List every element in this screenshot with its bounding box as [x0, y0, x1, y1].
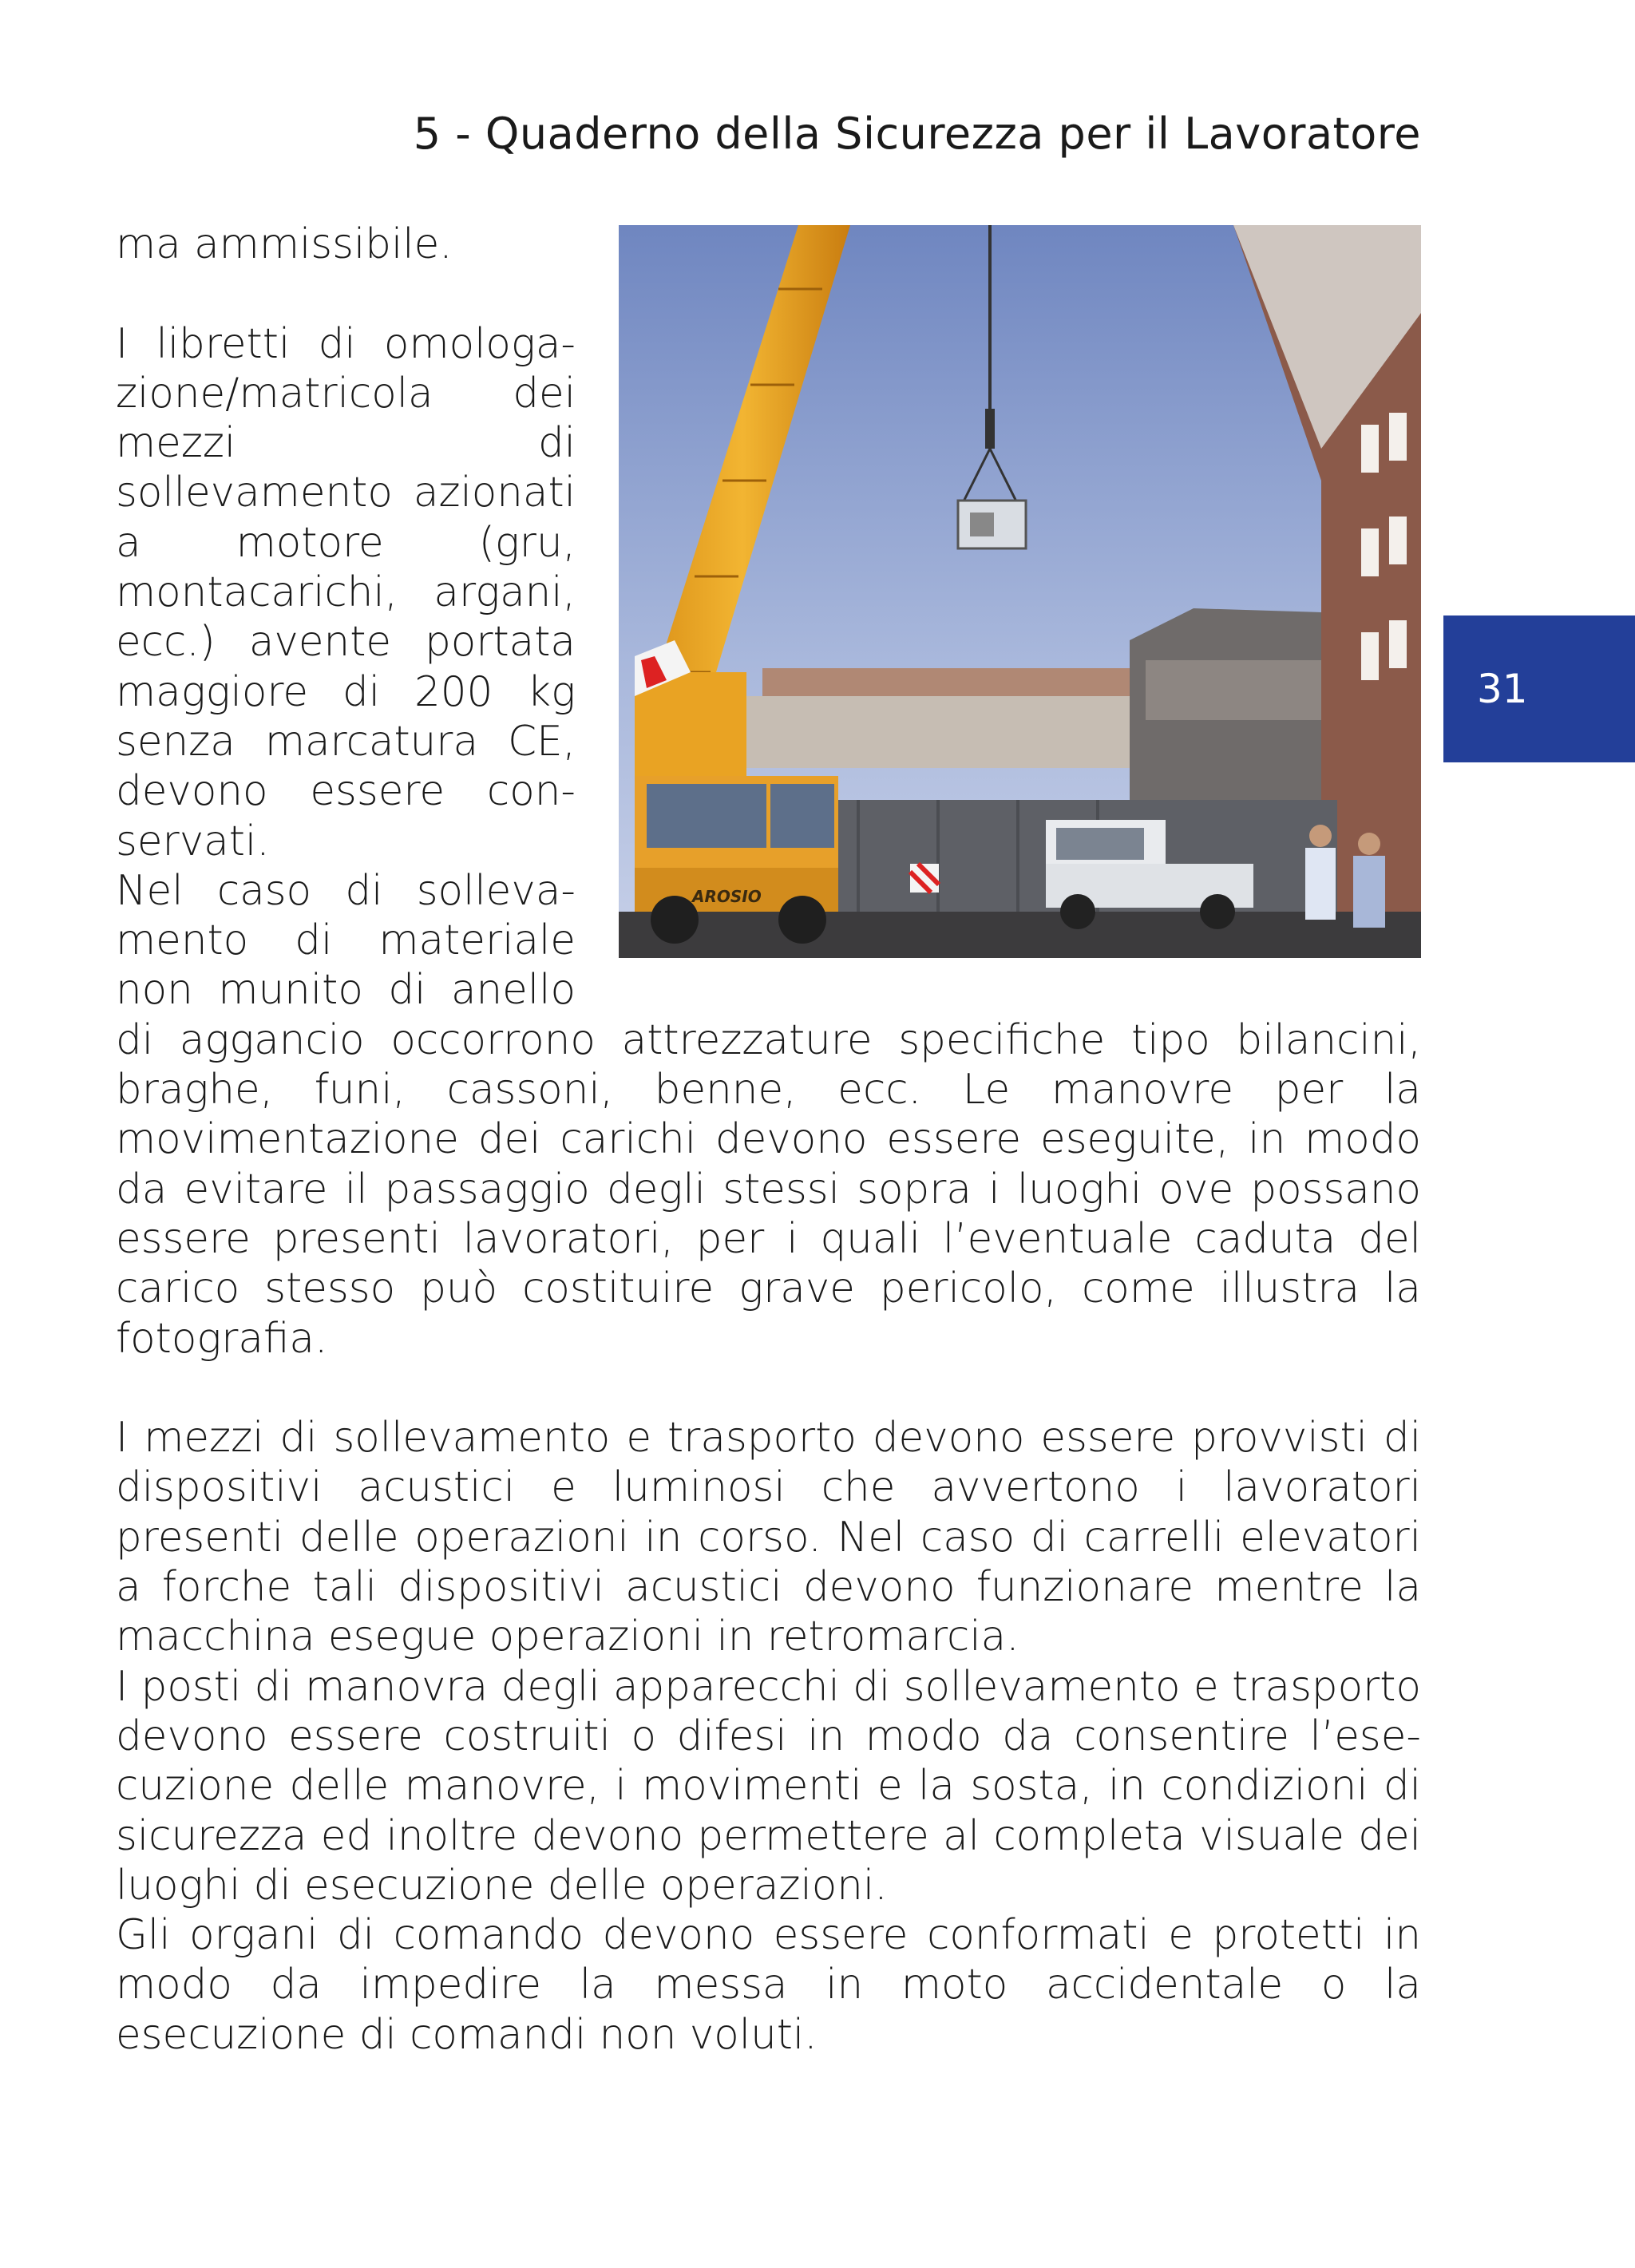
body-text	[116, 220, 1421, 2060]
crane-photo	[619, 225, 1421, 958]
page-number-tab	[1443, 615, 1635, 762]
paragraph-6: Gli organi di comando devono essere conformati e protetti in modo da impedire la messa in moto accidentale o la esecuzione di comandi non voluti.	[116, 1911, 1421, 2059]
paragraph-spacer	[116, 1364, 1421, 1413]
paragraph-1: ma ammissibile.	[116, 220, 453, 268]
page-number: 31	[1477, 666, 1528, 712]
svg-text:AROSIO: AROSIO	[692, 887, 762, 906]
paragraph-3: Nel caso di sollevamento di materiale non munito di anello di aggancio occorrono attrezzature specifiche tipo bilancini, braghe, funi, cassoni, benne, ecc. Le manovre per la movimentazione dei carichi devono essere eseguite, in modo da evitare il passaggio degli stessi sopra i luoghi ove possano essere presenti lavoratori, per i quali l’eventuale caduta del carico stesso può costituire grave pericolo, come illustra la fotografia.	[116, 866, 1421, 1363]
paragraph-4: I mezzi di sollevamento e trasporto devono essere provvisti di dispositivi acustici e luminosi che avvertono i lavoratori presenti delle operazioni in corso. Nel caso di carrelli elevatori a forche tali dispositivi acustici devono funzionare mentre la macchina esegue operazioni in retromarcia.	[116, 1414, 1421, 1661]
running-header: 5 - Quaderno della Sicurezza per il Lavoratore	[413, 109, 1421, 159]
paragraph-2: I libretti di omologazione/matricola dei mezzi di sollevamento azionati a motore (gru, montacarichi, argani, ecc.) avente portata maggiore di 200 kg senza marcatura CE, devono essere conservati.	[116, 319, 576, 865]
crane-lifting-load-illustration	[619, 225, 1421, 958]
paragraph-5: I posti di manovra degli apparecchi di sollevamento e trasporto devono essere costruiti o difesi in modo da consentire l’esecuzione delle manovre, i movimenti e la sosta, in condizioni di sicurezza ed inoltre devono permettere al completa visuale dei luoghi di esecuzione delle operazioni.	[116, 1662, 1421, 1910]
